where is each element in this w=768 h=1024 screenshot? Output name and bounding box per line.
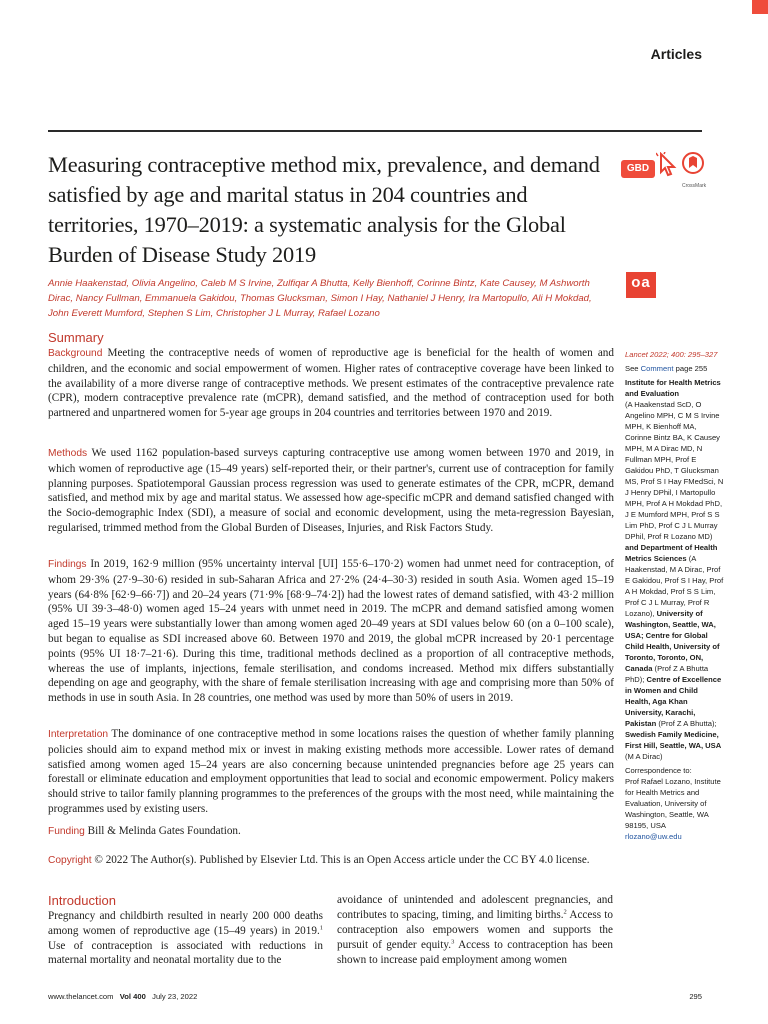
summary-findings: [48, 557, 614, 706]
intro-right-a: avoidance of unintended and adolescent pregnancies, and contributes to spacing, timing, and limiting births.: [337, 894, 613, 921]
comment-page: page 255: [673, 364, 708, 373]
methods-text: We used 1162 population-based surveys capturing contraceptive use among women between 1970 and 2019, in which women of reproductive age (15–49 years) self-reported their, or their partner's, current use of contraception for family planning purposes. Spatiotemporal Gaussian process regression was used to generate estimates of the CPR, mCPR, demand satisfied, and method mix by age and marital status. We assessed how age-specific mCPR and demand satisfied changed with the Socio-demographic Index (SDI), a measure of social and economic development, using the meta-regression Bayesian, regularised, trimmed method from the Global Burden of Diseases, Injuries, and Risk Factors Study.: [48, 447, 614, 534]
affiliation-swedish: Swedish Family Medicine, First Hill, Seattle, WA, USA: [625, 730, 722, 750]
affiliation-dhms: Department of Health Metrics Sciences: [625, 543, 718, 563]
reference-3[interactable]: 3: [451, 938, 455, 946]
open-access-badge: oa: [626, 272, 656, 298]
affiliation-dhms-people: (A Haakenstad, M A Dirac, Prof E Gakidou, Prof S I Hay, Prof A H Mokdad, Prof S S Lim, Prof C J L Murray, Prof R Lozano),: [625, 554, 724, 618]
methods-label: Methods: [48, 448, 88, 459]
reference-1[interactable]: 1: [319, 924, 323, 932]
affiliation-ihme: Institute for Health Metrics and Evaluation: [625, 378, 721, 398]
footer-date: July 23, 2022: [152, 992, 198, 1001]
affiliation-aga-khan-people: (Prof Z A Bhutta);: [656, 719, 717, 728]
reference-2[interactable]: 2: [563, 908, 567, 916]
crossmark-icon[interactable]: [682, 152, 707, 189]
sidebar: [625, 349, 725, 845]
section-label: Articles: [650, 46, 702, 62]
intro-left-a: Pregnancy and childbirth resulted in nearly 200 000 deaths among women of reproductive age (15–49 years) in 2019.: [48, 910, 323, 937]
summary-heading: Summary: [48, 330, 104, 345]
correspondence: [625, 765, 725, 842]
affiliation-aga-khan: Centre of Excellence in Women and Child Health, Aga Khan University, Karachi, Pakistan: [625, 675, 722, 728]
interpretation-label: Interpretation: [48, 729, 109, 740]
funding-text: Bill & Melinda Gates Foundation.: [87, 825, 241, 837]
see-comment: [625, 363, 725, 374]
introduction-heading: Introduction: [48, 893, 116, 908]
cursor-arrow-icon: [656, 152, 680, 180]
correspondence-email[interactable]: rlozano@uw.edu: [625, 832, 682, 841]
page-number: 295: [689, 992, 702, 1001]
copyright-text: © 2022 The Author(s). Published by Elsevier Ltd. This is an Open Access article under the CC BY 4.0 license.: [94, 854, 590, 866]
summary-methods: [48, 446, 614, 536]
background-text: Meeting the contraceptive needs of women of reproductive age is beneficial for the health of women and children, and the economic and social empowerment of women. Higher rates of contraceptive coverage have been linked to the availability of a more diverse range of contraceptive methods. We present estimates of the contraceptive prevalence rate (CPR), modern contraceptive prevalence rate (mCPR), demand satisfied, and the method of contraception used for both partnered and unpartnered women for 5-year age groups in 204 countries and territories between 1970 and 2019.: [48, 347, 614, 420]
summary-background: [48, 346, 614, 421]
background-label: Background: [48, 348, 103, 359]
affiliation-uw-toronto: University of Washington, Seattle, WA, USA; Centre for Global Child Health, University of Toronto, Toronto, ON, Canada: [625, 609, 720, 673]
author-list: Annie Haakenstad, Olivia Angelino, Caleb M S Irvine, Zulfiqar A Bhutta, Kelly Bienhoff, Corinne Bintz, Kate Causey, M Ashworth Dirac, Nancy Fullman, Emmanuela Gakidou, Thomas Glucksman, Simon I Hay, Nathaniel J Henry, Ira Martopullo, Ali H Mokdad, John Everett Mumford, Stephen S Lim, Christopher J L Murray, Rafael Lozano: [48, 278, 592, 319]
header-rule: [48, 130, 702, 132]
intro-right-c: Access to contraception has been shown to increase paid employment among women: [337, 939, 613, 966]
intro-left-b: Use of contraception is associated with reductions in maternal mortality and neonatal mortality due to the: [48, 939, 323, 967]
crossmark-label: CrossMark: [682, 183, 707, 189]
affiliation-ihme-people: (A Haakenstad ScD, O Angelino MPH, C M S Irvine MPH, K Bienhoff MA, Corinne Bintz BA, K Causey MPH, M A Dirac MD, N Fullman MPH, Prof E Gakidou PhD, T Glucksman MS, Prof S I Hay FMedSci, N J Henry DPhil, I Martopullo MPH, Prof A H Mokdad PhD, J E Mumford MPH, Prof S S Lim PhD, Prof C J L Murray DPhil, Prof R Lozano MD): [625, 400, 724, 541]
summary-funding: [48, 824, 614, 840]
citation: Lancet 2022; 400: 295–327: [625, 350, 718, 359]
copyright-label: Copyright: [48, 855, 92, 866]
correspondence-body: Prof Rafael Lozano, Institute for Health Metrics and Evaluation, University of Washington, Seattle, WA 98195, USA: [625, 777, 721, 830]
comment-link[interactable]: Comment: [640, 364, 674, 373]
correspondence-label: Correspondence to:: [625, 766, 692, 775]
article-title: Measuring contraceptive method mix, prevalence, and demand satisfied by age and marital status in 204 countries and territories, 1970–2019: a systematic analysis for the Global Burden of Disease Study 2019: [48, 152, 600, 267]
corner-color-tab: [752, 0, 768, 14]
affiliation-swedish-people: (M A Dirac): [625, 752, 663, 761]
findings-text: In 2019, 162·9 million (95% uncertainty interval [UI] 155·6–170·2) women had unmet need for contraception, of whom 29·3% (27·9–30·6) resided in sub-Saharan Africa and 27·2% (24·4–30·3) resided in south Asia. Women aged 15–19 years (64·8% [62·9–66·7]) and 20–24 years (71·9% [68·9–74·2]) had the lowest rates of demand satisfied, with 43·2 million (95% UI 39·3–48·0) women aged 15–24 years with unmet need in 2019. The mCPR and demand satisfied among women aged 15–19 years were substantially lower than among women aged 20–49 years at SDI values below 60 (on a 0–100 scale), but began to equalise as SDI increased above 60. Between 1970 and 2019, the global mCPR increased by 20·1 percentage points (95% UI 18·7–21·6). During this time, traditional methods declined as a proportion of all contraceptive methods, whereas the use of implants, injections, female sterilisation, and condoms increased. Method mix differs substantially depending on age and geography, with the share of female sterilisation increasing with age and comprising more than 50% of methods in use in south Asia. In 28 countries, one method was used by more than 50% of users in 2019.: [48, 558, 615, 705]
see-label: See: [625, 364, 641, 373]
interpretation-text: The dominance of one contraceptive method in some locations raises the question of whether family planning policies should aim to expand method mix or invest in making existing methods more accessible. Lower rates of demand satisfied among women aged 15–24 years are also concerning because unintended pregnancies before age 25 years can forestall or eliminate education and employment opportunities that lead to social and economic empowerment. Policy makers should strive to tailor family planning programmes to the preferences of the groups with the most need, while maintaining the programmes used by existing users.: [48, 728, 614, 815]
affiliations: [625, 377, 725, 762]
footer-site[interactable]: www.thelancet.com: [48, 992, 114, 1001]
summary-copyright: [48, 853, 614, 869]
gbd-badge[interactable]: GBD: [621, 160, 655, 178]
footer-volume: Vol 400: [119, 992, 146, 1001]
intro-right-b: Access to contraception also empowers women and supports the pursuit of gender equity.: [337, 909, 613, 951]
introduction-text-left: [48, 909, 323, 968]
affiliation-toronto-people: (Prof Z A Bhutta PhD);: [625, 664, 709, 684]
introduction-text-right: [337, 893, 613, 968]
and-label: and: [625, 543, 639, 552]
footer-journal: [48, 992, 197, 1001]
findings-label: Findings: [48, 559, 87, 570]
funding-label: Funding: [48, 826, 85, 837]
summary-interpretation: [48, 727, 614, 817]
